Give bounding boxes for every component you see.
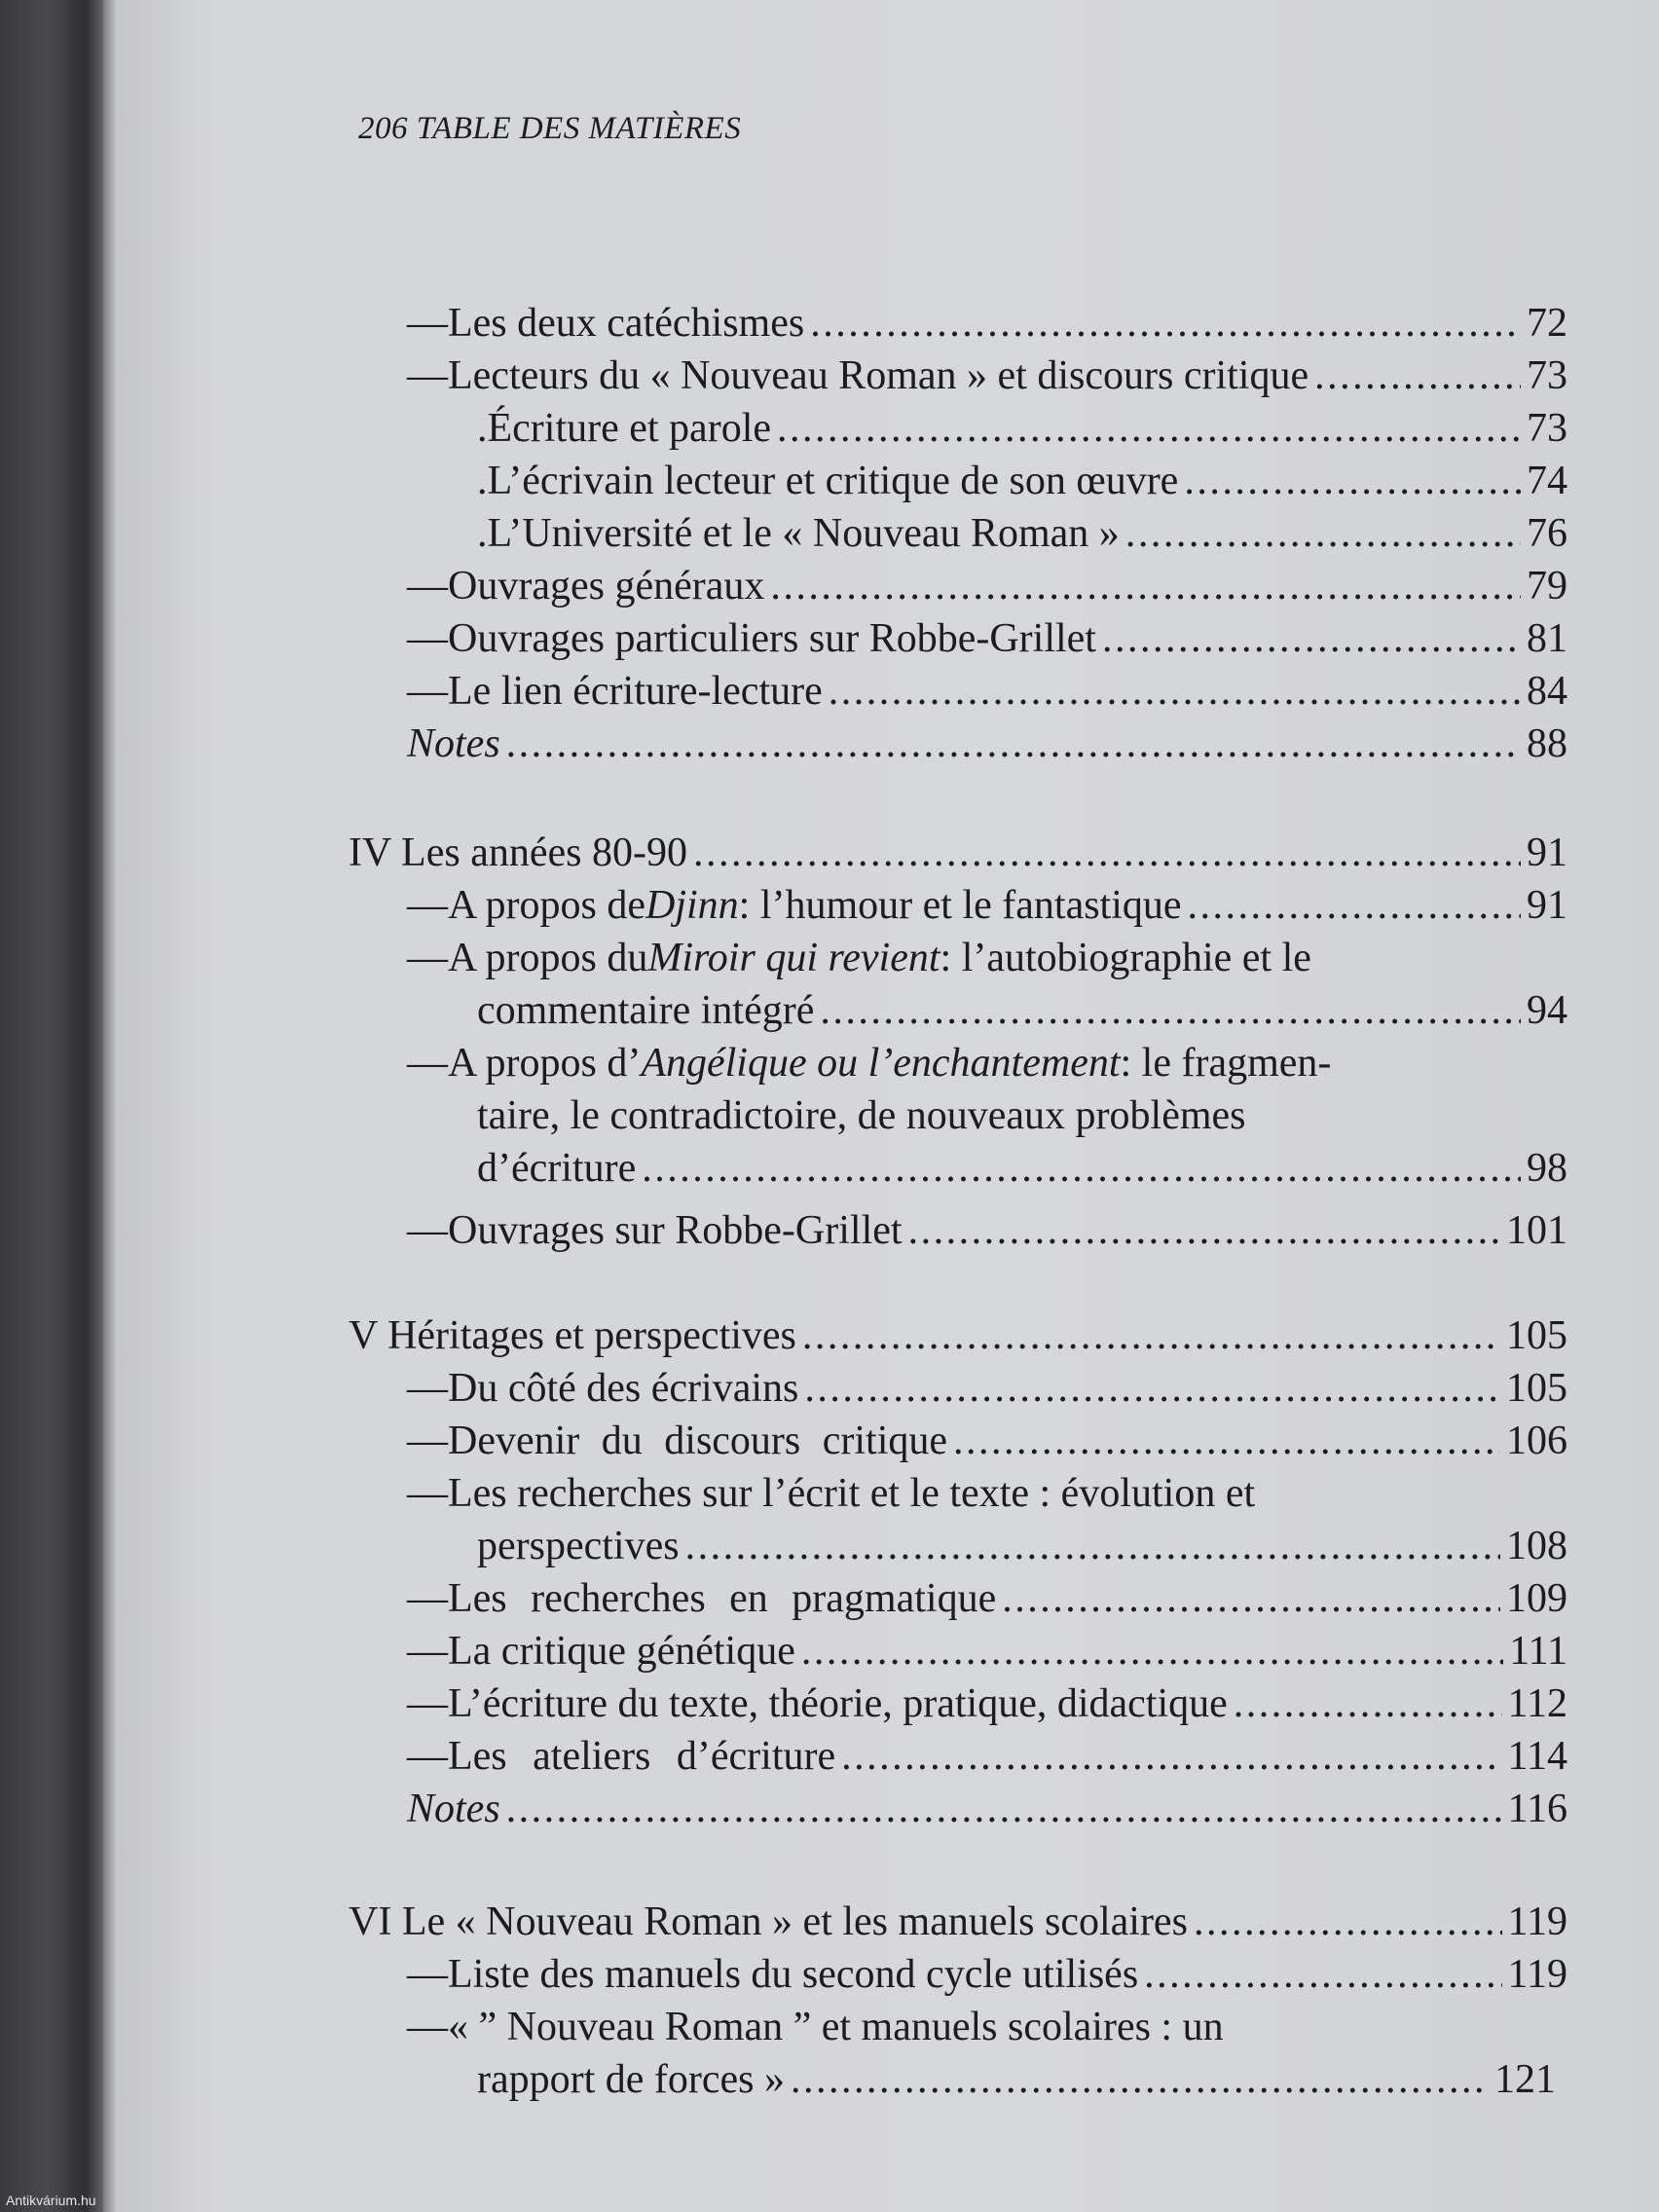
toc-entry-prefix: — <box>407 936 448 980</box>
dot-leader <box>820 984 1521 1037</box>
toc-chapter-title: V Héritages et perspectives <box>349 1313 796 1358</box>
dot-leader <box>693 827 1521 879</box>
toc-entry-title: La critique génétique <box>448 1629 795 1674</box>
toc-entry-title-italic: Miroir qui revient <box>647 936 940 980</box>
toc-entry-title: Le lien écriture-lecture <box>448 669 823 714</box>
toc-entry-prefix: — <box>407 616 448 661</box>
toc-entry-page: 121 <box>1494 2057 1556 2102</box>
toc-entry-continuation <box>0 1520 1659 1572</box>
toc-entry-title-italic: Angélique ou l’enchantement <box>641 1041 1121 1086</box>
running-header: 206 TABLE DES MATIÈRES <box>358 111 742 146</box>
toc-entry-page: 73 <box>1527 406 1567 451</box>
toc-entry-title-rest: : l’humour et le fantastique <box>738 883 1182 928</box>
toc-entry <box>0 1362 1659 1415</box>
dot-leader <box>801 1625 1503 1677</box>
toc-entry-title: taire, le contradictoire, de nouveaux problèmes <box>477 1093 1246 1138</box>
toc-entry-title: Lecteurs du « Nouveau Roman » et discours critique <box>448 353 1309 398</box>
toc-entry <box>0 1415 1659 1467</box>
dot-leader <box>804 1362 1500 1415</box>
toc-entry <box>0 1730 1659 1783</box>
toc-entry-title: « ” Nouveau Roman ” et manuels scolaires : un <box>448 2005 1224 2049</box>
toc-entry-title-rest: : l’autobiographie et le <box>940 936 1311 980</box>
toc-entry <box>0 1467 1659 1520</box>
toc-entry-title: L’écriture du texte, théorie, pratique, didactique <box>448 1681 1228 1726</box>
toc-entry-title: Les recherches sur l’écrit et le texte : évolution et <box>448 1471 1256 1516</box>
toc-entry-prefix: — <box>407 2005 448 2049</box>
toc-entry-title: Les recherches en pragmatique <box>448 1576 997 1621</box>
toc-entry <box>0 297 1659 350</box>
toc-entry <box>0 1037 1659 1089</box>
dot-leader <box>685 1520 1500 1572</box>
toc-chapter <box>0 1896 1659 1948</box>
toc-entry-title: Du côté des écrivains <box>448 1366 799 1411</box>
toc-entry <box>0 612 1659 665</box>
toc-entry-title: commentaire intégré <box>477 988 815 1033</box>
toc-chapter-title: VI Le « Nouveau Roman » et les manuels scolaires <box>349 1899 1188 1944</box>
dot-leader <box>1002 1572 1500 1625</box>
toc-entry-title: Notes <box>407 1787 500 1831</box>
toc-entry-prefix: . <box>477 511 488 556</box>
toc-entry-page: 74 <box>1527 459 1567 503</box>
dot-leader <box>791 2053 1489 2106</box>
dot-leader <box>841 1730 1501 1783</box>
toc-entry-page: 116 <box>1507 1787 1567 1831</box>
toc-entry-page: 91 <box>1527 830 1567 875</box>
toc-entry <box>0 2001 1659 2053</box>
watermark-text: Antikvárium.hu <box>6 2193 96 2208</box>
toc-entry-page: 73 <box>1527 353 1567 398</box>
dot-leader <box>1234 1677 1502 1730</box>
dot-leader <box>1144 1948 1501 2001</box>
toc-entry-title: A propos d’ <box>448 1041 642 1086</box>
toc-entry-prefix: — <box>407 301 448 346</box>
toc-entry-notes <box>0 718 1659 770</box>
toc-entry-title: L’Université et le « Nouveau Roman » <box>487 511 1120 556</box>
toc-chapter <box>0 827 1659 879</box>
toc-entry-page: 81 <box>1527 616 1567 661</box>
toc-entry-title: Devenir du discours critique <box>448 1419 948 1463</box>
toc-entry-prefix: — <box>407 1471 448 1516</box>
toc-entry-page: 98 <box>1527 1146 1567 1191</box>
dot-leader <box>1125 507 1521 560</box>
toc-entry-page: 91 <box>1527 883 1567 928</box>
toc-entry-page: 88 <box>1527 721 1567 766</box>
toc-entry-page: 109 <box>1506 1576 1567 1621</box>
dot-leader <box>506 718 1521 770</box>
dot-leader <box>506 1783 1502 1835</box>
dot-leader <box>642 1142 1521 1195</box>
dot-leader <box>802 1309 1500 1362</box>
toc-entry-page: 112 <box>1507 1681 1567 1726</box>
dot-leader <box>953 1415 1500 1467</box>
toc-chapter-title: IV Les années 80-90 <box>349 830 687 875</box>
toc-entry-title: L’écrivain lecteur et critique de son œuvre <box>487 459 1179 503</box>
toc-entry-prefix: — <box>407 1576 448 1621</box>
toc-entry-continuation <box>0 2053 1659 2106</box>
toc-entry-page: 94 <box>1527 988 1567 1033</box>
dot-leader <box>1102 612 1521 665</box>
toc-entry-page: 105 <box>1506 1313 1567 1358</box>
toc-entry-page: 79 <box>1527 564 1567 608</box>
toc-entry-prefix: — <box>407 1419 448 1463</box>
toc-entry-page: 106 <box>1506 1419 1567 1463</box>
toc-entry-continuation <box>0 984 1659 1037</box>
toc-entry-title: Ouvrages particuliers sur Robbe-Grillet <box>448 616 1096 661</box>
toc-entry-page: 108 <box>1506 1524 1567 1568</box>
toc-entry-page: 119 <box>1507 1899 1567 1944</box>
toc-entry-title: A propos de <box>448 883 645 928</box>
toc-entry-title: perspectives <box>477 1524 680 1568</box>
dot-leader <box>1194 1896 1502 1948</box>
toc-entry-prefix: — <box>407 1366 448 1411</box>
toc-entry-prefix: — <box>407 1734 448 1779</box>
toc-chapter <box>0 1309 1659 1362</box>
toc-entry-page: 84 <box>1527 669 1567 714</box>
dot-leader <box>777 402 1521 455</box>
toc-entry <box>0 1572 1659 1625</box>
toc-entry-prefix: — <box>407 1041 448 1086</box>
toc-entry-title: d’écriture <box>477 1146 637 1191</box>
toc-entry <box>0 507 1659 560</box>
toc-entry-title: Ouvrages généraux <box>448 564 765 608</box>
toc-entry-title: Liste des manuels du second cycle utilisés <box>448 1952 1139 1997</box>
toc-entry-page: 72 <box>1527 301 1567 346</box>
toc-entry-prefix: — <box>407 1629 448 1674</box>
toc-entry-page: 105 <box>1506 1366 1567 1411</box>
toc-entry-page: 114 <box>1507 1734 1567 1779</box>
dot-leader <box>908 1204 1500 1257</box>
toc-entry-title: Écriture et parole <box>487 406 771 451</box>
toc-entry <box>0 879 1659 932</box>
toc-entry-prefix: . <box>477 459 488 503</box>
toc-entry-prefix: — <box>407 1208 448 1253</box>
toc-entry <box>0 560 1659 612</box>
toc-entry <box>0 402 1659 455</box>
toc-entry-title: A propos du <box>448 936 648 980</box>
toc-entry-prefix: — <box>407 669 448 714</box>
toc-entry-page: 119 <box>1507 1952 1567 1997</box>
toc-entry-title: Les ateliers d’écriture <box>448 1734 836 1779</box>
toc-entry <box>0 1677 1659 1730</box>
toc-entry-title: Les deux catéchismes <box>448 301 805 346</box>
toc-entry-page: 101 <box>1506 1208 1567 1253</box>
toc-entry <box>0 1625 1659 1677</box>
dot-leader <box>770 560 1521 612</box>
dot-leader <box>1188 879 1521 932</box>
dot-leader <box>829 665 1521 718</box>
toc-entry-title-italic: Djinn <box>645 883 739 928</box>
toc-entry <box>0 932 1659 984</box>
toc-entry-title-rest: : le fragmen- <box>1120 1041 1332 1086</box>
toc-entry-title: rapport de forces » <box>477 2057 786 2102</box>
toc-entry-page: 111 <box>1509 1629 1567 1674</box>
toc-entry-prefix: — <box>407 1681 448 1726</box>
toc-entry-title: Ouvrages sur Robbe-Grillet <box>448 1208 903 1253</box>
toc-entry <box>0 455 1659 507</box>
toc-entry-continuation <box>0 1089 1659 1142</box>
toc-entry-prefix: — <box>407 1952 448 1997</box>
toc-entry-prefix: — <box>407 883 448 928</box>
dot-leader <box>1314 350 1521 402</box>
toc-entry <box>0 1948 1659 2001</box>
toc-entry-page: 76 <box>1527 511 1567 556</box>
toc-entry-continuation <box>0 1142 1659 1195</box>
toc-entry <box>0 1204 1659 1257</box>
toc-entry-prefix: — <box>407 564 448 608</box>
toc-entry-prefix: — <box>407 353 448 398</box>
toc-entry <box>0 350 1659 402</box>
dot-leader <box>810 297 1521 350</box>
toc-entry-prefix: . <box>477 406 488 451</box>
toc-entry <box>0 665 1659 718</box>
toc-entry-title: Notes <box>407 721 500 766</box>
toc-entry-notes <box>0 1783 1659 1835</box>
dot-leader <box>1184 455 1521 507</box>
